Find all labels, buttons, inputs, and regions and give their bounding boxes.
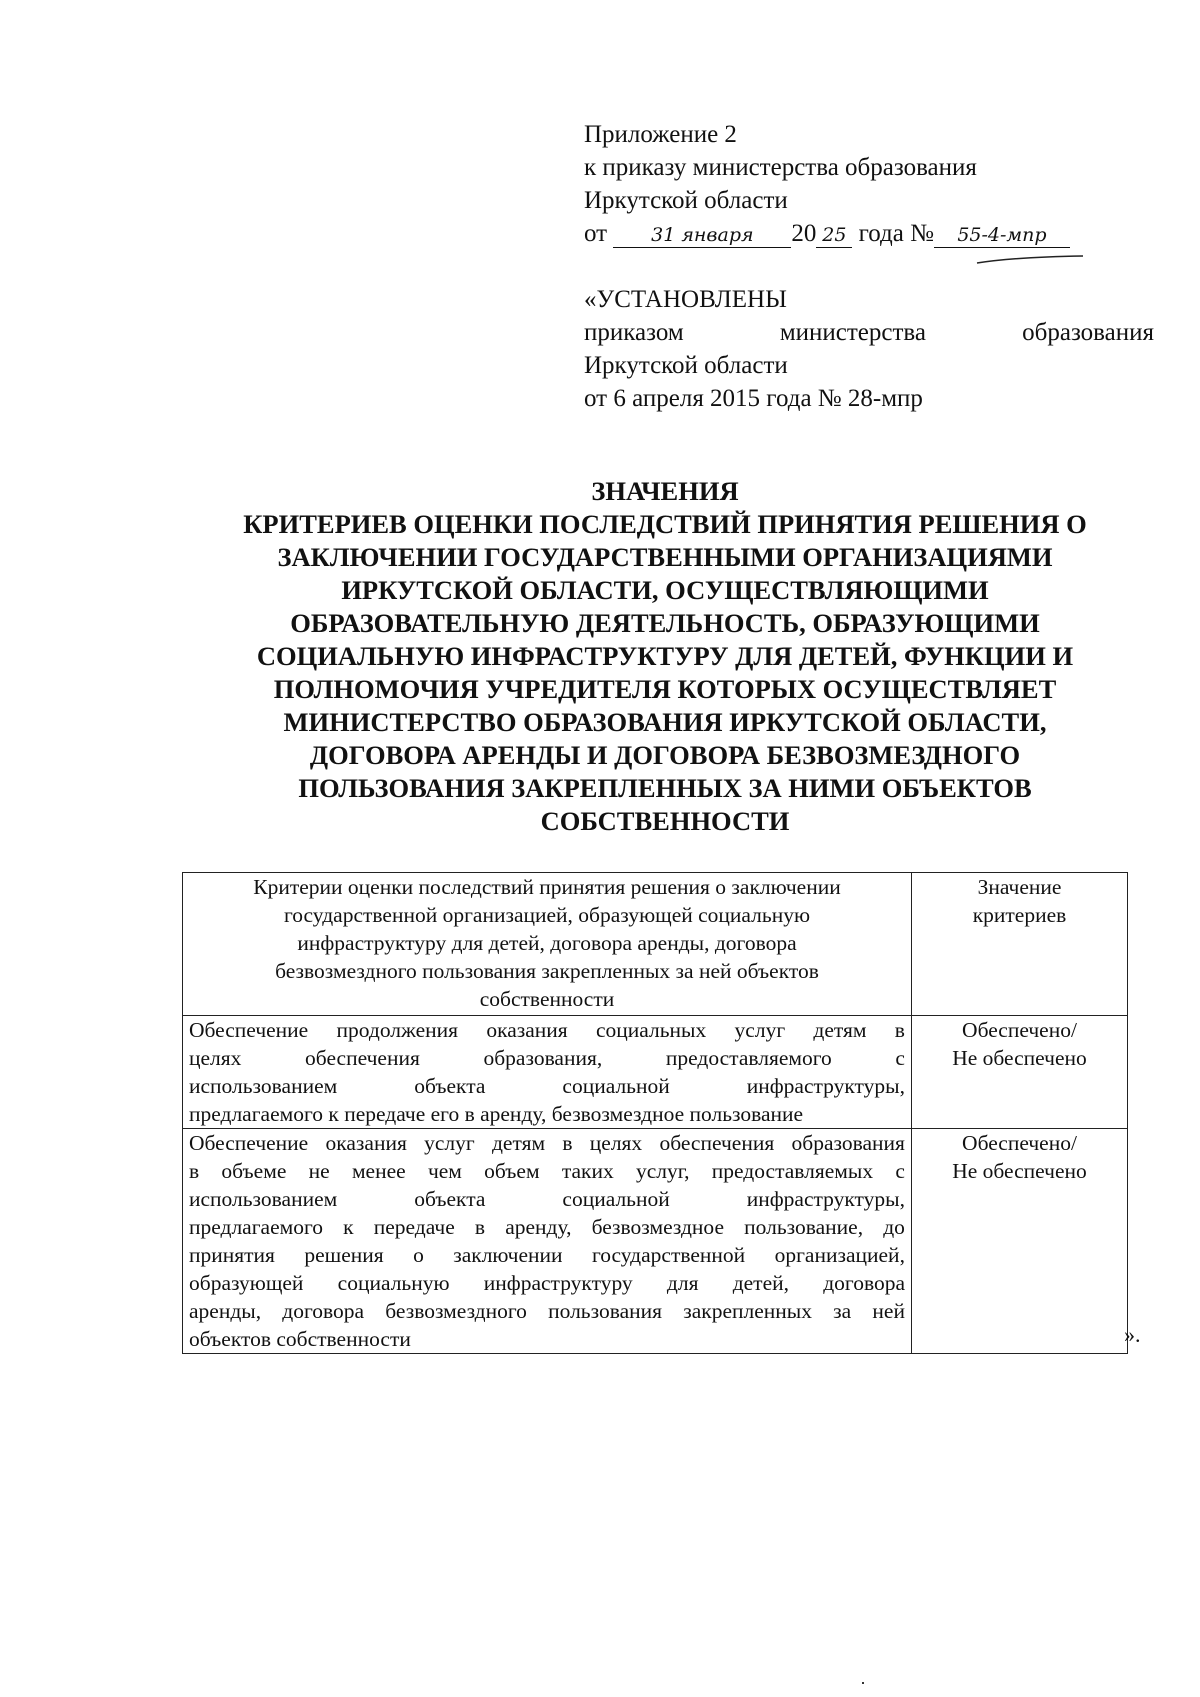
header-text-line: безвозмездного пользования закрепленных за ней объектов xyxy=(275,959,819,983)
criterion-text-line: использованием объекта социальной инфраструктуры, xyxy=(189,1074,905,1098)
criterion-text-line: предлагаемого к передаче в аренду, безвозмездное пользование, до xyxy=(189,1215,905,1239)
title-line: МИНИСТЕРСТВО ОБРАЗОВАНИЯ ИРКУТСКОЙ ОБЛАСТИ, xyxy=(283,707,1047,737)
criterion-cell xyxy=(183,1129,912,1354)
title-line: СОБСТВЕННОСТИ xyxy=(540,806,790,836)
value-cell xyxy=(912,1016,1128,1129)
header-text-line: государственной организацией, образующей социальную xyxy=(283,903,811,927)
criteria-table xyxy=(182,872,1128,1354)
header-text-line: критериев xyxy=(972,903,1067,927)
title-line: СОЦИАЛЬНУЮ ИНФРАСТРУКТУРУ ДЛЯ ДЕТЕЙ, ФУНКЦИИ И xyxy=(256,641,1074,671)
value-text-line: Не обеспечено xyxy=(952,1159,1087,1183)
header-text-line: инфраструктуру для детей, договора аренды, договора xyxy=(297,931,797,955)
established-date: от 6 апреля 2015 года № 28-мпр xyxy=(584,385,923,412)
scan-speck xyxy=(862,1682,864,1684)
appendix-region: Иркутской области xyxy=(584,187,788,214)
criterion-text-line: объектов собственности xyxy=(189,1327,411,1351)
criterion-text-line: предлагаемого к передаче его в аренду, безвозмездное пользование xyxy=(189,1102,804,1126)
criterion-text-line: в объеме не менее чем объем таких услуг, предоставляемых с xyxy=(189,1159,905,1183)
established-heading: «УСТАНОВЛЕНЫ xyxy=(584,286,787,313)
criterion-text-line: образующей социальную инфраструктуру для детей, договора xyxy=(189,1271,905,1295)
criterion-cell xyxy=(183,1016,912,1129)
title-line: ПОЛНОМОЧИЯ УЧРЕДИТЕЛЯ КОТОРЫХ ОСУЩЕСТВЛЯЕТ xyxy=(273,674,1057,704)
handwritten-order-number: 55-4-мпр xyxy=(934,223,1070,248)
handwritten-date: 31 января xyxy=(613,223,791,248)
appendix-number: Приложение 2 xyxy=(584,121,737,148)
title-line: ОБРАЗОВАТЕЛЬНУЮ ДЕЯТЕЛЬНОСТЬ, ОБРАЗУЮЩИМИ xyxy=(290,608,1040,638)
title-line: ПОЛЬЗОВАНИЯ ЗАКРЕПЛЕННЫХ ЗА НИМИ ОБЪЕКТОВ xyxy=(298,773,1032,803)
title-line: ДОГОВОРА АРЕНДЫ И ДОГОВОРА БЕЗВОЗМЕЗДНОГО xyxy=(309,740,1021,770)
value-text-line: Обеспечено/ xyxy=(962,1018,1077,1042)
established-word-2: министерства xyxy=(779,319,926,346)
criterion-text-line: Обеспечение продолжения оказания социальных услуг детям в xyxy=(189,1018,905,1042)
table-row xyxy=(183,1129,1128,1354)
value-cell xyxy=(912,1129,1128,1354)
year-word: года № xyxy=(858,220,934,247)
criterion-text-line: принятия решения о заключении государственной организацией, xyxy=(189,1243,905,1267)
handwritten-year: 25 xyxy=(816,223,852,248)
title-line: ЗАКЛЮЧЕНИИ ГОСУДАРСТВЕННЫМИ ОРГАНИЗАЦИЯМИ xyxy=(277,542,1053,572)
header-value-cell xyxy=(912,873,1128,1016)
criterion-text-line: аренды, договора безвозмездного пользования закрепленных за ней xyxy=(189,1299,905,1323)
value-text-line: Обеспечено/ xyxy=(962,1131,1077,1155)
title-line: ЗНАЧЕНИЯ xyxy=(591,476,739,506)
criterion-text-line: Обеспечение оказания услуг детям в целях обеспечения образования xyxy=(189,1131,905,1155)
year-prefix: 20 xyxy=(791,220,817,247)
header-text-line: Значение xyxy=(977,875,1062,899)
closing-quote-mark: ». xyxy=(1124,1322,1141,1347)
appendix-order-ref: к приказу министерства образования xyxy=(584,154,977,181)
established-order-line xyxy=(584,316,1154,349)
table-header-row xyxy=(183,873,1128,1016)
established-region: Иркутской области xyxy=(584,352,788,379)
value-text-line: Не обеспечено xyxy=(952,1046,1087,1070)
appendix-date-line xyxy=(584,217,1070,250)
header-text-line: Критерии оценки последствий принятия решения о заключении xyxy=(253,875,841,899)
table-row xyxy=(183,1016,1128,1129)
title-line: ИРКУТСКОЙ ОБЛАСТИ, ОСУЩЕСТВЛЯЮЩИМИ xyxy=(341,575,989,605)
established-word-3: образования xyxy=(1022,319,1154,346)
document-title xyxy=(185,475,1145,838)
header-text-line: собственности xyxy=(479,987,615,1011)
title-line: КРИТЕРИЕВ ОЦЕНКИ ПОСЛЕДСТВИЙ ПРИНЯТИЯ РЕШЕНИЯ О xyxy=(243,509,1087,539)
criterion-text-line: использованием объекта социальной инфраструктуры, xyxy=(189,1187,905,1211)
signature-flourish xyxy=(975,253,1085,269)
criterion-text-line: целях обеспечения образования, предоставляемого с xyxy=(189,1046,905,1070)
date-prefix: от xyxy=(584,220,608,247)
header-criteria-cell xyxy=(183,873,912,1016)
established-word-1: приказом xyxy=(584,319,684,346)
